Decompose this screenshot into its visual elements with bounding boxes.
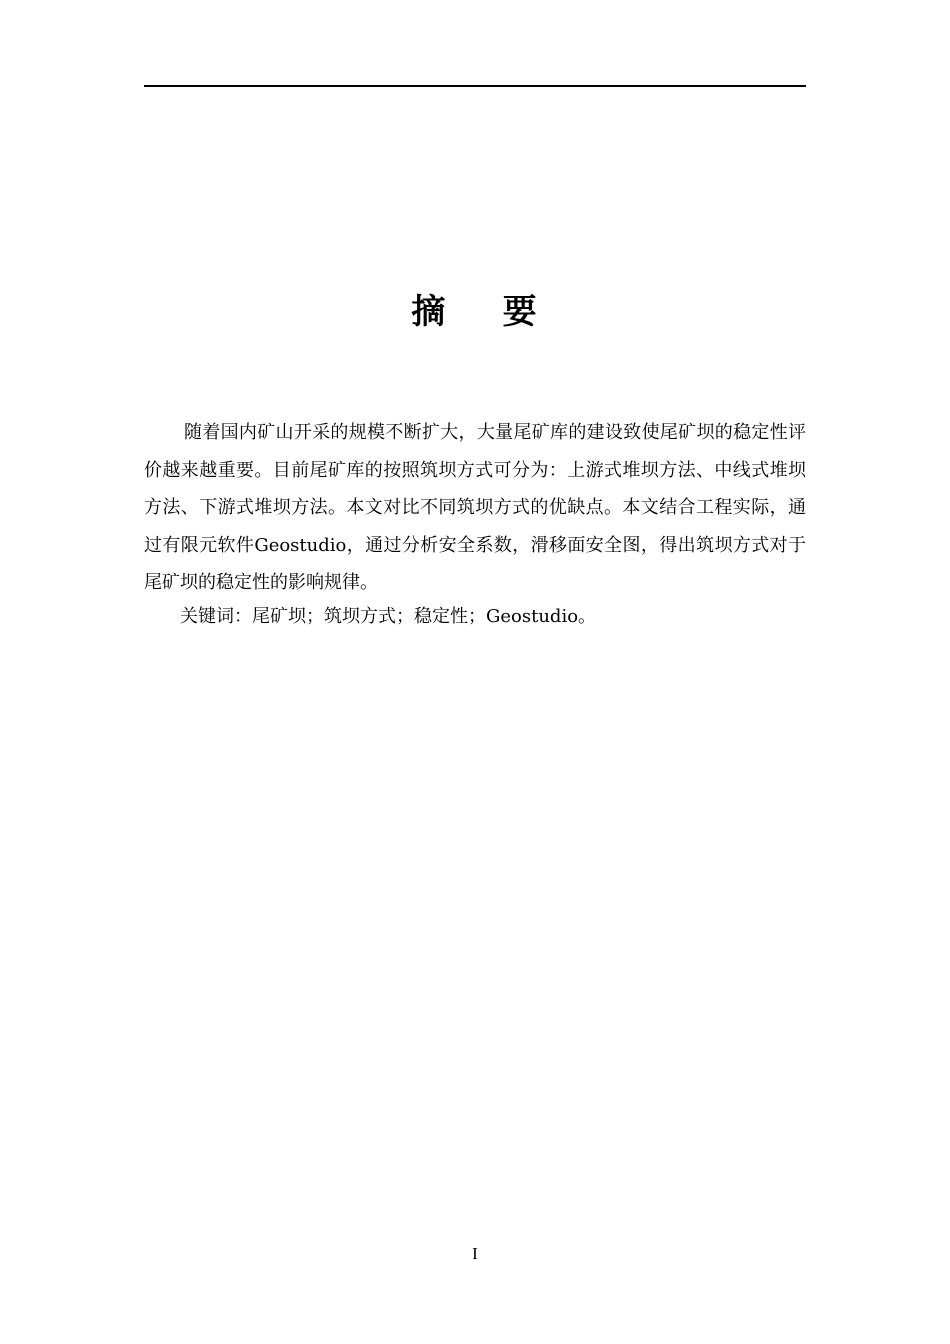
header-rule <box>144 85 806 87</box>
keywords-line: 关键词：尾矿坝；筑坝方式；稳定性；Geostudio。 <box>180 606 597 627</box>
abstract-paragraph: 随着国内矿山开采的规模不断扩大，大量尾矿库的建设致使尾矿坝的稳定性评价越来越重要。目前尾矿库的按照筑坝方式可分为：上游式堆坝方法、中线式堆坝方法、下游式堆坝方法。本文对比不同筑坝方式的优缺点。本文结合工程实际，通过有限元软件Geostudio，通过分析安全系数，滑移面安全图，得出筑坝方式对于尾矿坝的稳定性的影响规律。 <box>144 422 806 593</box>
abstract-body <box>144 414 806 602</box>
page-title: 摘 要 <box>411 292 539 332</box>
page-number: I <box>472 1244 478 1263</box>
